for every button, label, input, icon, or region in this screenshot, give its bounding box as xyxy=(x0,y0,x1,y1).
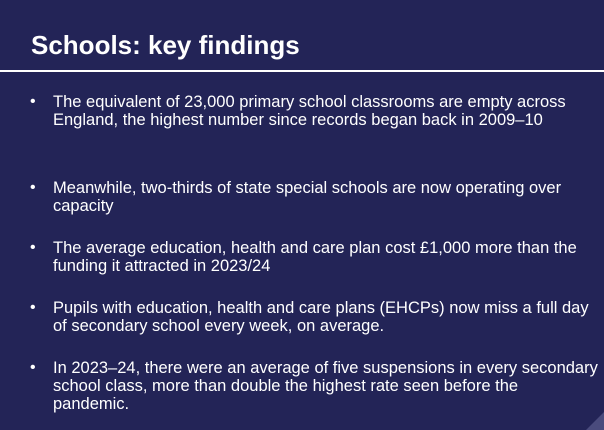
finding-text: The average education, health and care plan cost £1,000 more than the funding it attracted in 2023/24 xyxy=(53,239,577,275)
bullet-icon: • xyxy=(30,179,36,196)
finding-text: Meanwhile, two-thirds of state special schools are now operating over capacity xyxy=(53,179,562,215)
finding-text: Pupils with education, health and care plans (EHCPs) now miss a full day of secondary school every week, on average. xyxy=(53,299,589,335)
page-corner-decoration xyxy=(586,412,604,430)
finding-text: In 2023–24, there were an average of five suspensions in every secondary school class, more than double the highest rate seen before the pandemic. xyxy=(53,359,598,413)
title-divider xyxy=(0,70,604,72)
finding-text: The equivalent of 23,000 primary school classrooms are empty across England, the highest number since records began back in 2009–10 xyxy=(53,93,566,129)
bullet-icon: • xyxy=(30,299,36,316)
bullet-icon: • xyxy=(30,359,36,376)
slide-title: Schools: key findings xyxy=(31,30,300,60)
bullet-icon: • xyxy=(30,239,36,256)
bullet-icon: • xyxy=(30,93,36,110)
